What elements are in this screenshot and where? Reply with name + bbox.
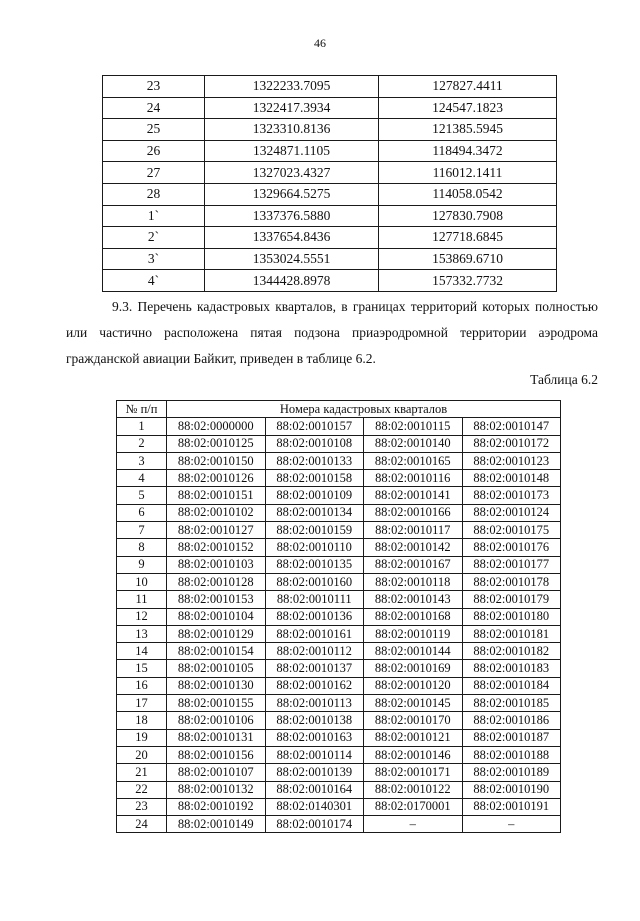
cadastral-number: 88:02:0010165 (364, 452, 463, 469)
cadastral-number: 88:02:0010102 (167, 504, 266, 521)
coordinate-x: 1322417.3934 (205, 97, 379, 119)
cadastral-number: 88:02:0010117 (364, 522, 463, 539)
row-number: 24 (117, 816, 167, 833)
cadastral-number: 88:02:0010146 (364, 746, 463, 763)
cadastral-number: 88:02:0010168 (364, 608, 463, 625)
cadastral-row (117, 764, 561, 781)
cadastral-table-header (117, 401, 561, 418)
cadastral-number: 88:02:0010182 (462, 643, 561, 660)
cadastral-number: 88:02:0010140 (364, 435, 463, 452)
row-number: 4 (117, 470, 167, 487)
cadastral-number: 88:02:0010122 (364, 781, 463, 798)
cadastral-number: – (462, 816, 561, 833)
cadastral-number: – (364, 816, 463, 833)
row-number: 17 (117, 695, 167, 712)
cadastral-number: 88:02:0010189 (462, 764, 561, 781)
cadastral-number: 88:02:0010132 (167, 781, 266, 798)
cadastral-number: 88:02:0010174 (265, 816, 364, 833)
cadastral-number: 88:02:0010149 (167, 816, 266, 833)
cadastral-row (117, 435, 561, 452)
page-number: 46 (314, 36, 326, 50)
cadastral-table-body (117, 418, 561, 833)
coordinate-y: 153869.6710 (379, 248, 557, 270)
cadastral-row (117, 625, 561, 642)
coordinate-x: 1337376.5880 (205, 205, 379, 227)
cadastral-row (117, 470, 561, 487)
cadastral-row (117, 729, 561, 746)
cadastral-number: 88:02:0010141 (364, 487, 463, 504)
cadastral-number: 88:02:0010131 (167, 729, 266, 746)
cadastral-number: 88:02:0010144 (364, 643, 463, 660)
row-number: 12 (117, 608, 167, 625)
coordinate-row (103, 270, 557, 292)
row-number: 15 (117, 660, 167, 677)
cadastral-number: 88:02:0010134 (265, 504, 364, 521)
cadastral-number: 88:02:0010158 (265, 470, 364, 487)
cadastral-number: 88:02:0010143 (364, 591, 463, 608)
cadastral-row (117, 608, 561, 625)
cadastral-number: 88:02:0010167 (364, 556, 463, 573)
cadastral-number: 88:02:0010148 (462, 470, 561, 487)
point-number: 25 (103, 119, 205, 141)
coordinate-x: 1353024.5551 (205, 248, 379, 270)
cadastral-number: 88:02:0010105 (167, 660, 266, 677)
cadastral-number: 88:02:0140301 (265, 798, 364, 815)
cadastral-number: 88:02:0010107 (167, 764, 266, 781)
cadastral-number: 88:02:0010184 (462, 677, 561, 694)
cadastral-row (117, 591, 561, 608)
cadastral-number: 88:02:0010116 (364, 470, 463, 487)
cadastral-row (117, 695, 561, 712)
coordinate-x: 1322233.7095 (205, 76, 379, 98)
coordinates-table-body (103, 76, 557, 292)
cadastral-number: 88:02:0010192 (167, 798, 266, 815)
point-number: 4` (103, 270, 205, 292)
cadastral-number: 88:02:0010142 (364, 539, 463, 556)
cadastral-row (117, 816, 561, 833)
cadastral-number: 88:02:0010136 (265, 608, 364, 625)
cadastral-number: 88:02:0010118 (364, 573, 463, 590)
cadastral-number: 88:02:0010112 (265, 643, 364, 660)
coordinate-row (103, 97, 557, 119)
table-caption: Таблица 6.2 (530, 372, 598, 387)
point-number: 2` (103, 227, 205, 249)
cadastral-number: 88:02:0010123 (462, 452, 561, 469)
cadastral-number: 88:02:0010130 (167, 677, 266, 694)
cadastral-number: 88:02:0010145 (364, 695, 463, 712)
cadastral-number: 88:02:0010191 (462, 798, 561, 815)
cadastral-number: 88:02:0010162 (265, 677, 364, 694)
cadastral-number: 88:02:0010176 (462, 539, 561, 556)
cadastral-number: 88:02:0010126 (167, 470, 266, 487)
coordinate-row (103, 227, 557, 249)
point-number: 26 (103, 140, 205, 162)
cadastral-row (117, 573, 561, 590)
cadastral-number: 88:02:0010161 (265, 625, 364, 642)
point-number: 28 (103, 183, 205, 205)
coordinate-x: 1329664.5275 (205, 183, 379, 205)
coordinate-row (103, 248, 557, 270)
coordinate-y: 127830.7908 (379, 205, 557, 227)
cadastral-number: 88:02:0010156 (167, 746, 266, 763)
cadastral-row (117, 504, 561, 521)
cadastral-row (117, 781, 561, 798)
cadastral-number: 88:02:0010175 (462, 522, 561, 539)
coordinate-x: 1344428.8978 (205, 270, 379, 292)
cadastral-row (117, 677, 561, 694)
coordinate-row (103, 183, 557, 205)
row-number: 20 (117, 746, 167, 763)
cadastral-number: 88:02:0010188 (462, 746, 561, 763)
cadastral-number: 88:02:0170001 (364, 798, 463, 815)
row-number: 5 (117, 487, 167, 504)
cadastral-number: 88:02:0010109 (265, 487, 364, 504)
cadastral-number: 88:02:0010128 (167, 573, 266, 590)
coordinate-x: 1323310.8136 (205, 119, 379, 141)
cadastral-number: 88:02:0010181 (462, 625, 561, 642)
row-number: 21 (117, 764, 167, 781)
cadastral-number: 88:02:0010133 (265, 452, 364, 469)
coordinate-y: 116012.1411 (379, 162, 557, 184)
header-row-number: № п/п (117, 401, 167, 418)
point-number: 27 (103, 162, 205, 184)
cadastral-number: 88:02:0010125 (167, 435, 266, 452)
cadastral-number: 88:02:0010179 (462, 591, 561, 608)
cadastral-row (117, 487, 561, 504)
cadastral-number: 88:02:0010124 (462, 504, 561, 521)
cadastral-number: 88:02:0010121 (364, 729, 463, 746)
row-number: 8 (117, 539, 167, 556)
row-number: 13 (117, 625, 167, 642)
coordinate-row (103, 205, 557, 227)
cadastral-number: 88:02:0010152 (167, 539, 266, 556)
row-number: 9 (117, 556, 167, 573)
coordinate-x: 1337654.8436 (205, 227, 379, 249)
cadastral-number: 88:02:0010177 (462, 556, 561, 573)
cadastral-number: 88:02:0010103 (167, 556, 266, 573)
cadastral-number: 88:02:0010111 (265, 591, 364, 608)
coordinate-row (103, 140, 557, 162)
cadastral-number: 88:02:0000000 (167, 418, 266, 435)
cadastral-row (117, 522, 561, 539)
cadastral-number: 88:02:0010104 (167, 608, 266, 625)
row-number: 22 (117, 781, 167, 798)
cadastral-blocks-table (116, 400, 561, 833)
point-number: 1` (103, 205, 205, 227)
cadastral-row (117, 418, 561, 435)
cadastral-number: 88:02:0010187 (462, 729, 561, 746)
cadastral-number: 88:02:0010151 (167, 487, 266, 504)
cadastral-number: 88:02:0010178 (462, 573, 561, 590)
cadastral-row (117, 452, 561, 469)
section-paragraph: 9.3. Перечень кадастровых кварталов, в границах территорий которых полностью или частично расположена пятая подзона приаэродромной территории аэродрома гражданской авиации Байкит, приведен в таблице 6.2. (66, 299, 598, 366)
coordinate-y: 121385.5945 (379, 119, 557, 141)
coordinate-row (103, 119, 557, 141)
coordinate-y: 127718.6845 (379, 227, 557, 249)
coordinate-y: 118494.3472 (379, 140, 557, 162)
cadastral-number: 88:02:0010119 (364, 625, 463, 642)
cadastral-number: 88:02:0010157 (265, 418, 364, 435)
cadastral-number: 88:02:0010106 (167, 712, 266, 729)
cadastral-number: 88:02:0010164 (265, 781, 364, 798)
cadastral-number: 88:02:0010115 (364, 418, 463, 435)
cadastral-number: 88:02:0010160 (265, 573, 364, 590)
cadastral-number: 88:02:0010159 (265, 522, 364, 539)
cadastral-number: 88:02:0010114 (265, 746, 364, 763)
row-number: 14 (117, 643, 167, 660)
coordinate-x: 1324871.1105 (205, 140, 379, 162)
cadastral-number: 88:02:0010172 (462, 435, 561, 452)
cadastral-number: 88:02:0010186 (462, 712, 561, 729)
point-number: 3` (103, 248, 205, 270)
cadastral-number: 88:02:0010153 (167, 591, 266, 608)
row-number: 11 (117, 591, 167, 608)
cadastral-row (117, 643, 561, 660)
cadastral-number: 88:02:0010163 (265, 729, 364, 746)
cadastral-number: 88:02:0010180 (462, 608, 561, 625)
cadastral-number: 88:02:0010137 (265, 660, 364, 677)
cadastral-number: 88:02:0010139 (265, 764, 364, 781)
cadastral-row (117, 660, 561, 677)
cadastral-number: 88:02:0010155 (167, 695, 266, 712)
coordinate-y: 127827.4411 (379, 76, 557, 98)
coordinate-row (103, 76, 557, 98)
cadastral-number: 88:02:0010120 (364, 677, 463, 694)
cadastral-number: 88:02:0010154 (167, 643, 266, 660)
coordinate-x: 1327023.4327 (205, 162, 379, 184)
row-number: 19 (117, 729, 167, 746)
row-number: 10 (117, 573, 167, 590)
cadastral-row (117, 712, 561, 729)
row-number: 16 (117, 677, 167, 694)
cadastral-number: 88:02:0010190 (462, 781, 561, 798)
cadastral-number: 88:02:0010183 (462, 660, 561, 677)
cadastral-number: 88:02:0010135 (265, 556, 364, 573)
row-number: 23 (117, 798, 167, 815)
row-number: 7 (117, 522, 167, 539)
cadastral-row (117, 798, 561, 815)
cadastral-number: 88:02:0010147 (462, 418, 561, 435)
cadastral-number: 88:02:0010166 (364, 504, 463, 521)
header-cadastral-blocks: Номера кадастровых кварталов (167, 401, 561, 418)
cadastral-number: 88:02:0010138 (265, 712, 364, 729)
cadastral-number: 88:02:0010169 (364, 660, 463, 677)
point-number: 24 (103, 97, 205, 119)
cadastral-number: 88:02:0010185 (462, 695, 561, 712)
row-number: 6 (117, 504, 167, 521)
cadastral-row (117, 539, 561, 556)
cadastral-number: 88:02:0010150 (167, 452, 266, 469)
cadastral-row (117, 746, 561, 763)
coordinate-y: 124547.1823 (379, 97, 557, 119)
cadastral-number: 88:02:0010127 (167, 522, 266, 539)
coordinates-table (102, 75, 557, 292)
cadastral-number: 88:02:0010170 (364, 712, 463, 729)
coordinate-y: 157332.7732 (379, 270, 557, 292)
row-number: 1 (117, 418, 167, 435)
row-number: 3 (117, 452, 167, 469)
cadastral-number: 88:02:0010171 (364, 764, 463, 781)
coordinate-y: 114058.0542 (379, 183, 557, 205)
cadastral-number: 88:02:0010108 (265, 435, 364, 452)
cadastral-number: 88:02:0010173 (462, 487, 561, 504)
row-number: 2 (117, 435, 167, 452)
cadastral-number: 88:02:0010113 (265, 695, 364, 712)
cadastral-number: 88:02:0010110 (265, 539, 364, 556)
coordinate-row (103, 162, 557, 184)
row-number: 18 (117, 712, 167, 729)
cadastral-row (117, 556, 561, 573)
point-number: 23 (103, 76, 205, 98)
cadastral-number: 88:02:0010129 (167, 625, 266, 642)
